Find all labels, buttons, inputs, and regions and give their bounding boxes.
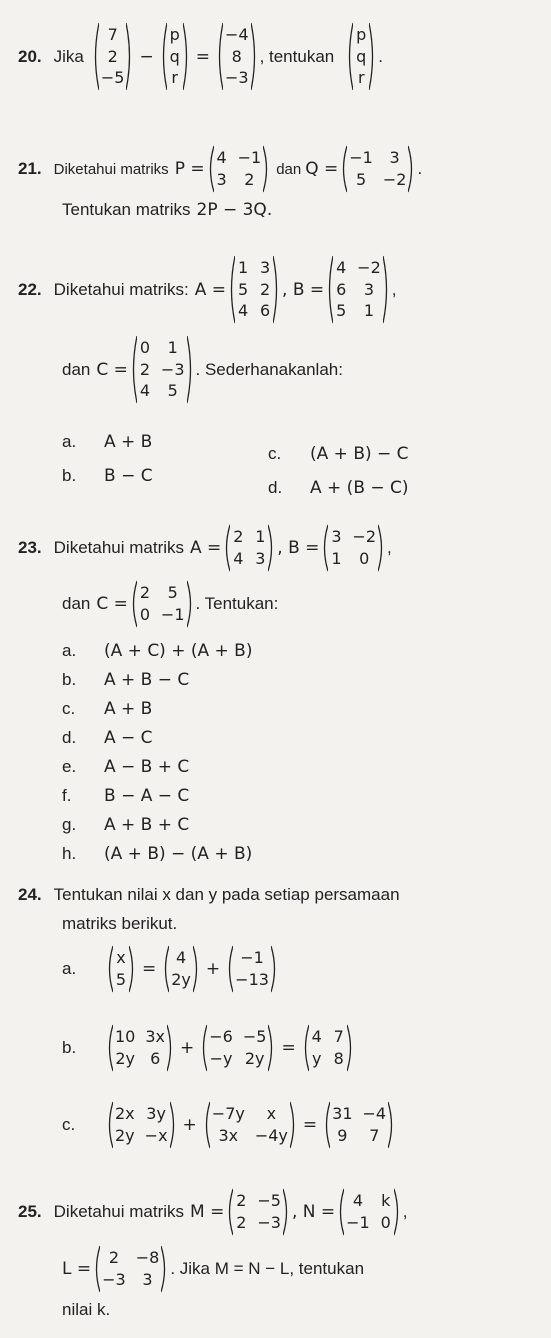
- right-paren: [408, 145, 415, 193]
- matrix-cells: [167, 22, 183, 91]
- question-text: Diketahui matriks: [53, 538, 185, 557]
- right-paren: [378, 524, 385, 572]
- list-item: [62, 752, 252, 781]
- matrix-cells: [137, 335, 187, 404]
- right-paren: [161, 1245, 168, 1293]
- comma: ,: [391, 279, 397, 299]
- left-paren: [106, 945, 113, 993]
- matrix-cell: r: [357, 68, 365, 88]
- matrix-cell: 2y: [115, 1049, 135, 1068]
- matrix: [130, 335, 194, 404]
- expression: B − A − C: [104, 785, 190, 806]
- item-label: a.: [62, 959, 77, 978]
- question-20: 20. Jika 7 2 −5 − p q r = −4 8 −3 , tentukan p q r .: [18, 22, 383, 91]
- matrix-cell: 9: [337, 1126, 348, 1145]
- question-21-line2: [62, 200, 272, 220]
- matrix-cell: 5: [167, 381, 178, 401]
- instruction-text: . Tentukan:: [195, 594, 279, 613]
- matrix-cells: [113, 1024, 167, 1072]
- question-24-line2: [62, 914, 177, 934]
- question-23: [18, 524, 392, 572]
- right-paren: [251, 22, 258, 91]
- matrix-cell: −2: [382, 170, 407, 189]
- right-paren: [271, 945, 278, 993]
- matrix-cell: r: [171, 68, 178, 88]
- matrix-cell: 2y: [171, 970, 191, 989]
- matrix-cells: [333, 255, 383, 324]
- matrix-cell: −3: [257, 1213, 281, 1232]
- question-25: [18, 1188, 407, 1236]
- matrix-cells: [328, 524, 378, 572]
- question-22: [18, 255, 396, 324]
- conjunction-text: dan: [62, 594, 91, 613]
- left-paren: [106, 1101, 113, 1149]
- matrix-label: , N =: [291, 1202, 336, 1222]
- left-paren: [160, 22, 167, 91]
- question-number: 21.: [18, 159, 42, 178]
- matrix-cell: −3: [160, 359, 185, 379]
- period: .: [378, 46, 383, 66]
- list-item: [62, 810, 252, 839]
- matrix-cells: [113, 1101, 170, 1149]
- question-number: 22.: [18, 279, 42, 299]
- matrix-cell: 3y: [146, 1104, 166, 1123]
- item-label: a.: [62, 432, 77, 451]
- matrix: [162, 945, 200, 993]
- matrix-cell: 2: [244, 170, 255, 189]
- expression: A + B: [104, 432, 153, 452]
- right-paren: [347, 1024, 354, 1072]
- matrix-cell: −1: [237, 148, 262, 167]
- matrix-cell: y: [311, 1049, 322, 1068]
- item-label: c.: [268, 444, 282, 463]
- question-number: 25.: [18, 1202, 42, 1221]
- matrix-cells: [233, 1188, 283, 1236]
- question-text: matriks berikut.: [62, 914, 178, 933]
- matrix-cell: 6: [150, 1049, 161, 1068]
- matrix: [130, 580, 194, 628]
- matrix-cell: 0: [139, 338, 150, 357]
- left-paren: [130, 580, 137, 628]
- question-21: [18, 145, 422, 193]
- matrix-cell: 3: [259, 258, 271, 277]
- matrix-cell: 3x: [145, 1027, 166, 1046]
- matrix-cell: −7y: [211, 1104, 245, 1123]
- right-paren: [369, 22, 376, 91]
- matrix-cell: 5: [237, 279, 249, 299]
- left-paren: [93, 1245, 100, 1293]
- question-text: Tentukan nilai x dan y pada setiap persamaan: [53, 885, 400, 904]
- matrix-cell: 3x: [218, 1126, 239, 1145]
- left-paren: [130, 335, 137, 404]
- left-paren: [207, 145, 214, 193]
- matrix-label: C =: [96, 359, 128, 380]
- question-text: nilai k.: [62, 1300, 111, 1319]
- question-text: Diketahui matriks:: [53, 279, 189, 299]
- question-25-line3: [62, 1300, 110, 1320]
- matrix-cell: 1: [363, 301, 375, 321]
- matrix-cell: −5: [242, 1027, 267, 1046]
- right-paren: [187, 335, 194, 404]
- matrix-cell: −1: [346, 1213, 370, 1232]
- item-label: b.: [62, 1038, 77, 1057]
- matrix: [226, 1188, 290, 1236]
- matrix-cell: 1: [237, 258, 249, 277]
- list-item: [62, 781, 252, 810]
- matrix-cell: 7: [107, 25, 118, 44]
- matrix-cell: 2y: [115, 1126, 135, 1145]
- matrix-cells: [233, 945, 271, 993]
- matrix-cell: 4: [139, 381, 150, 401]
- left-paren: [106, 1024, 113, 1072]
- matrix-cells: [210, 1101, 290, 1149]
- expression: (A + C) + (A + B): [104, 640, 253, 661]
- matrix: [226, 945, 278, 993]
- expression: A − C: [104, 727, 153, 748]
- matrix-cell: −4: [362, 1104, 387, 1123]
- right-paren: [268, 524, 275, 572]
- matrix: [92, 22, 134, 91]
- matrix-cell: −3: [102, 1270, 126, 1289]
- matrix-cell: 6: [336, 279, 347, 299]
- item-label: b.: [62, 669, 77, 689]
- list-item: [62, 466, 153, 486]
- question-23-items: [62, 636, 252, 868]
- matrix-cell: 0: [139, 605, 150, 624]
- matrix-cells: [330, 1101, 388, 1149]
- list-item: [62, 723, 252, 752]
- right-paren: [383, 255, 390, 324]
- matrix-cell: 3: [255, 549, 266, 568]
- item-label: a.: [62, 640, 77, 660]
- right-paren: [129, 945, 136, 993]
- matrix-cell: 10: [115, 1027, 136, 1046]
- matrix-cells: [353, 22, 369, 91]
- left-paren: [92, 22, 99, 91]
- matrix-cells: [207, 1024, 268, 1072]
- matrix-cell: 2: [233, 527, 244, 546]
- matrix-cells: [309, 1024, 347, 1072]
- matrix-cell: 5: [355, 170, 367, 189]
- left-paren: [346, 22, 353, 91]
- expression: A + (B − C): [310, 478, 409, 498]
- matrix-cell: 8: [231, 46, 242, 66]
- instruction-text: . Jika M = N − L, tentukan: [170, 1259, 365, 1278]
- right-paren: [183, 22, 190, 91]
- matrix-cell: 5: [336, 301, 347, 321]
- item-label: c.: [62, 698, 76, 718]
- item-label: d.: [62, 727, 77, 747]
- expression: (A + B) − (A + B): [104, 843, 253, 864]
- question-23-line2: [62, 580, 278, 628]
- matrix-cell: 5: [115, 970, 127, 989]
- left-paren: [323, 1101, 330, 1149]
- matrix-cell: −4: [224, 25, 249, 44]
- expression: A + B: [104, 698, 153, 719]
- matrix-cell: −13: [235, 970, 269, 989]
- matrix: [203, 1101, 297, 1149]
- item-label: c.: [62, 1115, 76, 1134]
- matrix-cell: 4: [233, 549, 244, 568]
- matrix-cell: 3: [142, 1270, 153, 1289]
- expression: (A + B) − C: [310, 444, 409, 464]
- matrix: [302, 1024, 354, 1072]
- left-paren: [326, 255, 333, 324]
- matrix-cell: 4: [311, 1027, 322, 1046]
- matrix-cell: 2: [236, 1213, 247, 1232]
- right-paren: [170, 1101, 177, 1149]
- matrix-cell: 4: [237, 301, 249, 321]
- matrix-cell: −1: [240, 948, 264, 967]
- matrix: [93, 1245, 168, 1293]
- matrix-cell: 2: [139, 583, 150, 602]
- expression: A + B − C: [104, 669, 190, 690]
- question-text: Diketahui matriks: [53, 160, 169, 178]
- matrix-cell: −1: [349, 148, 373, 167]
- left-paren: [223, 524, 230, 572]
- matrix-cell: −8: [135, 1248, 160, 1267]
- left-paren: [216, 22, 223, 91]
- matrix: [216, 22, 258, 91]
- left-paren: [226, 945, 233, 993]
- left-paren: [162, 945, 169, 993]
- item-label: h.: [62, 843, 77, 863]
- matrix: [340, 145, 415, 193]
- item-label: d.: [268, 478, 283, 497]
- matrix-cell: x: [266, 1104, 277, 1123]
- matrix-cell: 4: [336, 258, 347, 277]
- item-label: g.: [62, 814, 77, 834]
- expression: B − C: [104, 466, 153, 486]
- expression: A − B + C: [104, 756, 190, 777]
- matrix-cells: [99, 22, 127, 91]
- matrix-label: C =: [96, 594, 128, 614]
- comma: ,: [402, 1202, 408, 1221]
- matrix-cell: −3: [224, 68, 249, 88]
- question-number: 24.: [18, 885, 42, 904]
- matrix-cells: [169, 945, 193, 993]
- matrix-cell: 1: [331, 549, 342, 568]
- matrix-cell: p: [356, 25, 367, 44]
- left-paren: [302, 1024, 309, 1072]
- left-paren: [228, 255, 235, 324]
- item-label: e.: [62, 756, 77, 776]
- right-paren: [290, 1101, 297, 1149]
- question-text: , tentukan: [259, 46, 335, 66]
- item-label: b.: [62, 466, 77, 485]
- question-24: [18, 885, 400, 905]
- matrix-label: P =: [174, 159, 205, 179]
- matrix: [326, 255, 390, 324]
- question-number: 20.: [18, 46, 42, 66]
- matrix-cell: q: [356, 46, 367, 66]
- list-item: [62, 432, 152, 452]
- conjunction-text: dan: [276, 160, 302, 178]
- list-item: [62, 665, 252, 694]
- matrix-cell: 7: [369, 1126, 380, 1145]
- right-paren: [193, 945, 200, 993]
- matrix-cell: −6: [209, 1027, 233, 1046]
- matrix-label: M =: [190, 1202, 225, 1222]
- matrix-label: Q =: [305, 159, 339, 179]
- list-item: [62, 839, 252, 868]
- matrix-cell: −2: [352, 527, 377, 546]
- left-paren: [203, 1101, 210, 1149]
- matrix: [106, 1024, 174, 1072]
- right-paren: [187, 580, 194, 628]
- matrix-cell: 8: [333, 1049, 344, 1068]
- matrix-cell: 0: [380, 1213, 391, 1232]
- matrix: [106, 945, 136, 993]
- question-25-line2: [62, 1245, 364, 1293]
- matrix-cell: 3: [389, 148, 400, 167]
- matrix-label: A =: [190, 538, 222, 558]
- matrix-cell: p: [169, 25, 180, 44]
- matrix-cell: x: [116, 948, 126, 967]
- matrix-cell: 4: [175, 948, 187, 967]
- matrix-cell: 1: [255, 527, 266, 546]
- matrix-cell: −4y: [254, 1126, 288, 1145]
- left-paren: [340, 145, 347, 193]
- matrix-cell: 2: [108, 1248, 120, 1267]
- expression: A + B + C: [104, 814, 190, 835]
- left-paren: [226, 1188, 233, 1236]
- matrix: [106, 1101, 177, 1149]
- matrix: [207, 145, 271, 193]
- list-item: [62, 636, 252, 665]
- matrix-cell: q: [169, 46, 180, 66]
- right-paren: [126, 22, 133, 91]
- period: .: [417, 159, 423, 178]
- right-paren: [268, 1024, 275, 1072]
- matrix-cells: [100, 1245, 161, 1293]
- matrix-cells: [137, 580, 187, 628]
- matrix: [160, 22, 190, 91]
- left-paren: [200, 1024, 207, 1072]
- matrix: [321, 524, 385, 572]
- matrix: [223, 524, 275, 572]
- left-paren: [337, 1188, 344, 1236]
- right-paren: [283, 1188, 290, 1236]
- instruction-text: . Sederhanakanlah:: [195, 359, 343, 379]
- question-text: Jika: [53, 46, 84, 66]
- matrix: [200, 1024, 275, 1072]
- question-text: Tentukan matriks: [62, 200, 191, 219]
- matrix-cells: [113, 945, 129, 993]
- matrix: [228, 255, 280, 324]
- matrix-cells: [235, 255, 273, 324]
- matrix-cell: 7: [333, 1027, 344, 1046]
- matrix-cell: −5: [100, 68, 125, 88]
- matrix-cells: [344, 1188, 394, 1236]
- right-paren: [273, 255, 280, 324]
- conjunction-text: dan: [62, 359, 91, 379]
- matrix-cell: 6: [259, 301, 271, 321]
- matrix-cell: −y: [209, 1049, 233, 1068]
- equation-a: a. x 5 = 4 2y + −1 −13: [62, 945, 280, 993]
- matrix-cell: 2: [259, 279, 271, 299]
- question-22-line2: [62, 335, 343, 404]
- matrix-cells: [347, 145, 408, 193]
- matrix-cell: 4: [352, 1191, 364, 1210]
- question-text: Diketahui matriks: [53, 1202, 185, 1221]
- matrix-label: , B =: [277, 538, 320, 558]
- matrix-cells: [230, 524, 268, 572]
- matrix-cell: k: [381, 1191, 391, 1210]
- matrix-cell: −5: [257, 1191, 281, 1210]
- matrix-cell: 31: [332, 1104, 353, 1123]
- matrix-cells: [214, 145, 264, 193]
- matrix-cell: −1: [160, 605, 185, 624]
- comma: ,: [387, 538, 392, 557]
- question-number: 23.: [18, 538, 42, 557]
- right-paren: [394, 1188, 401, 1236]
- matrix-cell: 2: [139, 359, 150, 379]
- matrix-cells: [223, 22, 251, 91]
- right-paren: [167, 1024, 174, 1072]
- matrix-cell: 1: [167, 338, 178, 357]
- left-paren: [321, 524, 328, 572]
- matrix: [337, 1188, 401, 1236]
- list-item: [62, 694, 252, 723]
- matrix: [323, 1101, 395, 1149]
- matrix-cell: −x: [144, 1126, 168, 1145]
- item-label: f.: [62, 785, 72, 805]
- list-item: [268, 444, 409, 464]
- matrix-label: A =: [194, 279, 227, 300]
- right-paren: [263, 145, 270, 193]
- matrix-cell: −2: [357, 258, 381, 277]
- matrix: [346, 22, 376, 91]
- matrix-cell: 5: [167, 583, 178, 602]
- matrix-cell: 3: [216, 170, 227, 189]
- list-item: [268, 478, 409, 498]
- matrix-cell: 3: [331, 527, 342, 546]
- matrix-label: L =: [62, 1259, 92, 1279]
- matrix-cell: 0: [359, 549, 370, 568]
- matrix-cell: 4: [216, 148, 227, 167]
- matrix-cell: 3: [363, 279, 375, 299]
- equation-c: c. 2x 3y 2y −x + −7y x 3x −4y = 31 −4 9 7: [62, 1101, 397, 1149]
- equation-b: b. 10 3x 2y 6 + −6 −5 −y 2y = 4 7 y 8: [62, 1024, 356, 1072]
- matrix-cell: 2y: [244, 1049, 265, 1068]
- matrix-cell: 2: [107, 46, 118, 66]
- expression: 2P − 3Q.: [196, 200, 273, 220]
- matrix-label: , B =: [282, 279, 325, 300]
- matrix-cell: 2: [236, 1191, 247, 1210]
- right-paren: [388, 1101, 395, 1149]
- matrix-cell: 2x: [115, 1104, 135, 1123]
